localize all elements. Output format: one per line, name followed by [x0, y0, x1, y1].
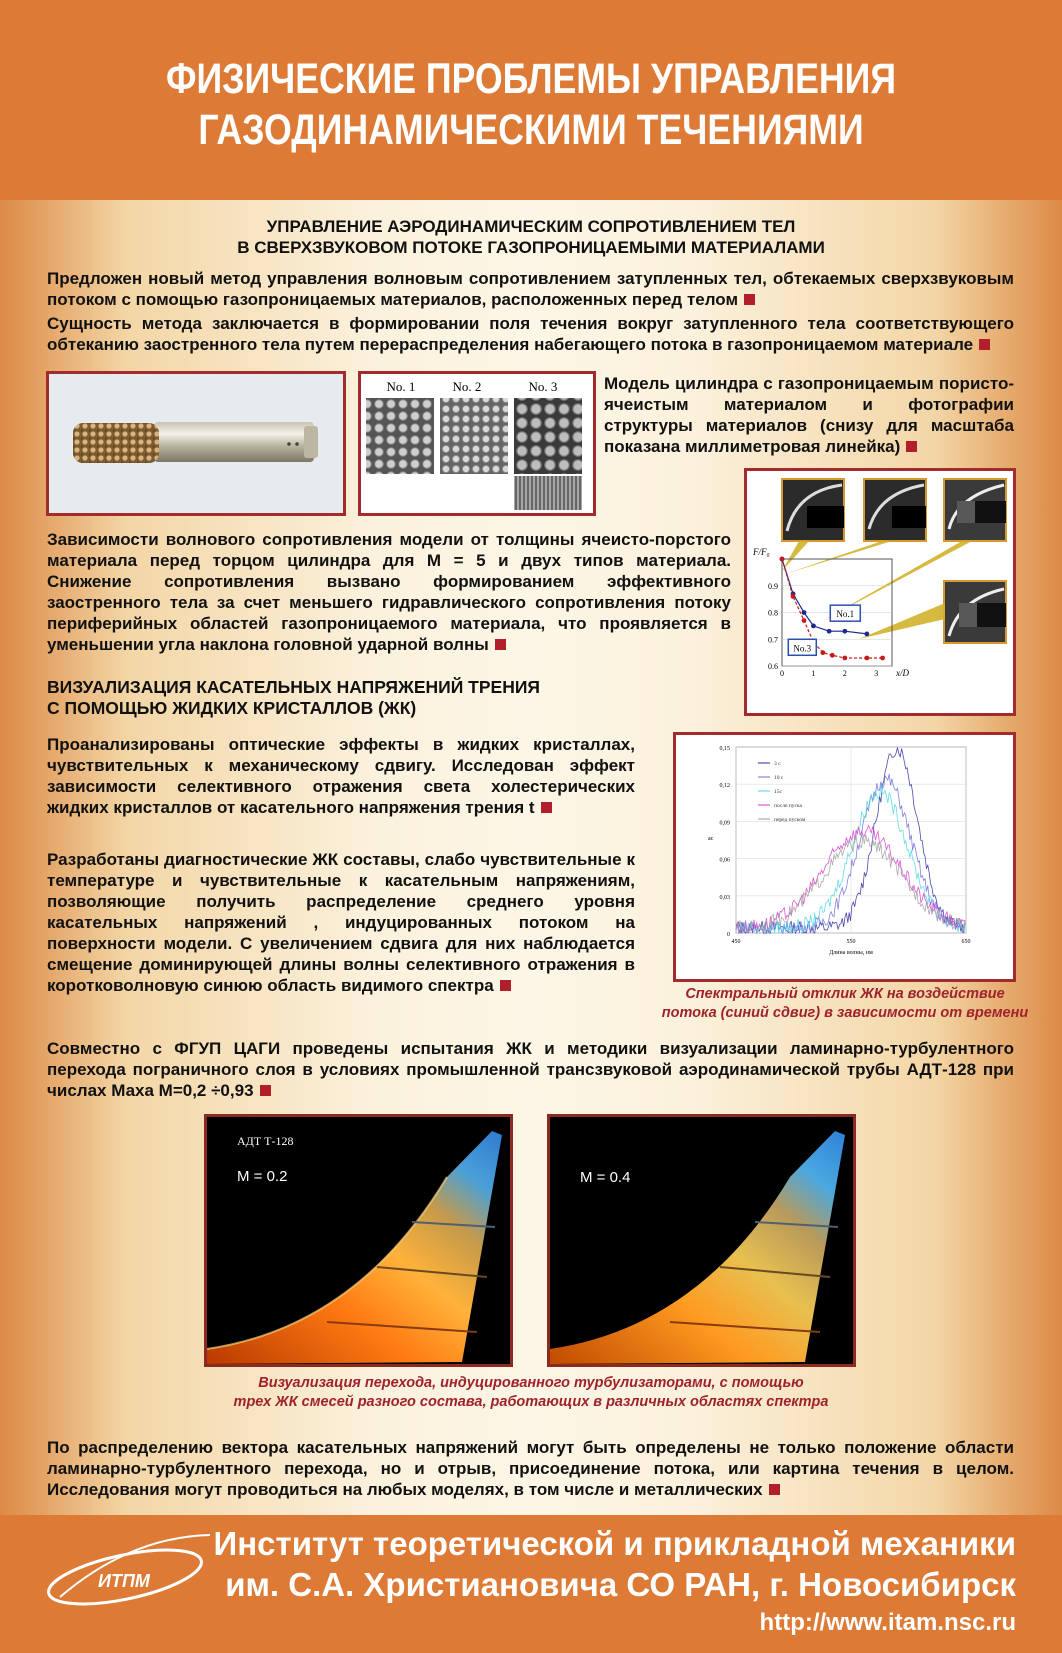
drag-chart-panel	[744, 468, 1016, 716]
drag-series-label-3: No.3	[793, 643, 812, 654]
section1-heading-line2: В СВЕРХЗВУКОВОМ ПОТОКЕ ГАЗОПРОНИЦАЕМЫМИ МАТЕРИАЛАМИ	[237, 238, 825, 257]
spectrum-y-tick-label: 0,12	[719, 783, 730, 790]
spectrum-chart-panel	[673, 732, 1016, 982]
drag-y-axis-label: F/F₀	[753, 547, 770, 557]
drag-x-tick-label: 3	[874, 669, 879, 678]
section1-para1-text: Предложен новый метод управления волновым сопротивлением затупленных тел, обтекаемых сверхзвуковым потоком с помощью газопроницаемых материалов, расположенных перед телом	[47, 269, 1014, 309]
material-samples-illustration	[361, 374, 593, 513]
wing-illustration-1	[207, 1117, 510, 1364]
shock-photo-2	[864, 479, 926, 541]
drag-point	[811, 623, 816, 628]
photo1-label-tunnel: АДТ Т-128	[237, 1134, 294, 1148]
bullet-square-icon	[541, 802, 552, 813]
title-line-1: ФИЗИЧЕСКИЕ ПРОБЛЕМЫ УПРАВЛЕНИЯ	[165, 55, 896, 103]
sample-label-1: No. 1	[386, 379, 416, 394]
wing-illustration-2	[550, 1117, 853, 1364]
institute-name-line2: им. С.А. Христиановича СО РАН, г. Новосибирск	[225, 1566, 1016, 1603]
spectrum-caption-line2: потока (синий сдвиг) в зависимости от времени	[661, 1005, 1029, 1021]
drag-point	[780, 557, 785, 562]
section2-para3-text: Совместно с ФГУП ЦАГИ проведены испытания ЖК и методики визуализации ламинарно-турбулентного перехода пограничного слоя в условиях промышленной трансзвуковой аэродинамической трубы АДТ-128 при числах Маха М=0,2 ÷0,93	[47, 1039, 1014, 1100]
drag-y-tick-label: 0.6	[768, 662, 778, 671]
drag-y-tick-label: 0.8	[768, 608, 778, 618]
logo-text: ИТПМ	[98, 1571, 150, 1591]
spectrum-y-tick-label: 0,15	[719, 746, 730, 752]
spectrum-legend-label: перед пуском	[774, 817, 806, 823]
sample-label-3: No. 3	[528, 379, 558, 394]
drag-point	[827, 629, 832, 634]
spectrum-legend-label: 10 с	[774, 775, 784, 781]
itpm-logo	[40, 1527, 220, 1617]
section2-para2	[47, 849, 635, 996]
institute-url[interactable]: http://www.itam.nsc.ru	[759, 1609, 1016, 1636]
spectrum-legend-label: 15с	[774, 789, 782, 795]
drag-x-tick-label: 1	[811, 669, 816, 678]
wing-photo-m02	[204, 1114, 513, 1367]
photos-caption-line2: трех ЖК смесей разного состава, работающих в различных областях спектра	[233, 1394, 829, 1410]
section1-para1	[47, 268, 1014, 310]
section2-heading-line1: ВИЗУАЛИЗАЦИЯ КАСАТЕЛЬНЫХ НАПРЯЖЕНИЙ ТРЕНИЯ	[47, 677, 540, 697]
bullet-square-icon	[906, 441, 917, 452]
bullet-square-icon	[260, 1085, 271, 1096]
shock-photo-3	[944, 479, 1006, 541]
spectrum-legend-label: 3 с	[774, 761, 781, 767]
drag-point	[830, 653, 835, 658]
drag-point	[842, 629, 847, 634]
shock-photo-4	[944, 581, 1006, 643]
shock-photo-1	[782, 479, 844, 541]
drag-point	[880, 656, 885, 661]
drag-y-tick-label: 0.7	[768, 635, 778, 645]
drag-description-text: Зависимости волнового сопротивления модели от толщины ячеисто-порстого материала перед торцом цилиндра для М = 5 и двух типов материала. Снижение сопротивления вызвано формированием эффективного заостренного тела за счет меньшего гидравлического сопротивления потоку периферийных областей газопроницаемого материала, что проявляется в уменьшении угла наклона головной ударной волны	[47, 530, 731, 654]
sample-photo-2	[440, 398, 508, 474]
section2-para2-text: Разработаны диагностические ЖК составы, слабо чувствительные к температуре и чувствительные к касательным напряжениям, позволяющие получить распределение среднего уровня касательных напряжений , индуцированных потоком на поверхности модели. С увеличением сдвига для них наблюдается смещение доминирующей длины волны селективного отражения в коротковолновую синюю область видимого спектра	[47, 850, 635, 995]
model-caption-text: Модель цилиндра с газопроницаемым пористо-ячеистым материалом и фотографии структуры материалов (снизу для масштаба показана миллиметровая линейка)	[604, 374, 1014, 456]
cylinder-model-photo	[46, 371, 346, 516]
spectrum-y-tick-label: 0	[727, 932, 730, 938]
bullet-square-icon	[979, 339, 990, 350]
millimeter-ruler	[514, 476, 582, 510]
drag-point	[864, 632, 869, 637]
drag-chart	[747, 471, 1013, 713]
sample-label-2: No. 2	[452, 379, 482, 394]
spectrum-x-tick-label: 650	[961, 939, 971, 945]
header-band	[0, 0, 1062, 200]
footer-band	[0, 1515, 1062, 1653]
drag-x-tick-label: 0	[780, 669, 784, 678]
section2-heading	[47, 677, 540, 719]
drag-x-axis-label: x/D	[896, 668, 909, 678]
drag-x-tick-label: 2	[842, 669, 847, 678]
drag-point	[791, 594, 796, 599]
spectrum-caption	[660, 985, 1030, 1023]
drag-point	[802, 610, 807, 615]
drag-point	[864, 656, 869, 661]
drag-point	[842, 656, 847, 661]
section2-para3	[47, 1038, 1014, 1101]
bullet-square-icon	[769, 1484, 780, 1495]
spectrum-chart	[676, 735, 1013, 979]
cylinder-model-illustration	[49, 374, 343, 513]
section1-para2	[47, 313, 1014, 355]
model-caption	[604, 373, 1014, 457]
sample-photo-3	[514, 398, 582, 474]
section1-heading-line1: УПРАВЛЕНИЕ АЭРОДИНАМИЧЕСКИМ СОПРОТИВЛЕНИЕМ ТЕЛ	[266, 217, 796, 236]
section1-heading	[0, 216, 1062, 258]
material-samples-panel	[358, 371, 596, 516]
spectrum-y-tick-label: 0,06	[719, 857, 730, 864]
spectrum-x-tick-label: 450	[731, 939, 741, 945]
title-line-2: ГАЗОДИНАМИЧЕСКИМИ ТЕЧЕНИЯМИ	[198, 106, 864, 154]
spectrum-x-tick-label: 550	[846, 939, 856, 945]
section1-para2-text: Сущность метода заключается в формировании поля течения вокруг затупленного тела соответствующего обтеканию заостренного тела путем перераспределения набегающего потока в газопроницаемом материале	[47, 314, 1014, 354]
spectrum-caption-line1: Спектральный отклик ЖК на воздействие	[685, 986, 1005, 1002]
spectrum-y-axis-label: ac	[708, 836, 714, 842]
institute-name-line1: Институт теоретической и прикладной механики	[213, 1525, 1016, 1562]
drag-y-tick-label: 0.9	[768, 581, 778, 591]
wing-photo-m04	[547, 1114, 856, 1367]
section2-heading-line2: С ПОМОЩЬЮ ЖИДКИХ КРИСТАЛЛОВ (ЖК)	[47, 698, 417, 718]
section2-para1	[47, 734, 635, 818]
spectrum-x-axis-label: Длина волны, нм	[829, 950, 873, 956]
bullet-square-icon	[744, 294, 755, 305]
section2-para4-text: По распределению вектора касательных напряжений могут быть определены не только положение области ламинарно-турбулентного перехода, но и отрыв, присоединение потока, или картина течения в целом. Исследования могут проводиться на любых моделях, в том числе и металлических	[47, 1438, 1014, 1499]
drag-description	[47, 529, 731, 655]
sample-photo-1	[366, 398, 434, 474]
drag-point	[820, 650, 825, 655]
spectrum-legend-label: после пуска	[774, 803, 802, 809]
photo2-label-mach: M = 0.4	[580, 1169, 631, 1186]
section2-para4	[47, 1437, 1014, 1500]
drag-point	[802, 618, 807, 623]
drag-series-label-1: No.1	[836, 609, 855, 620]
photo1-label-mach: M = 0.2	[237, 1168, 288, 1185]
photos-caption-line1: Визуализация перехода, индуцированного турбулизаторами, с помощью	[258, 1375, 804, 1391]
bullet-square-icon	[495, 639, 506, 650]
spectrum-y-tick-label: 0,09	[719, 820, 730, 827]
bullet-square-icon	[500, 980, 511, 991]
section2-para1-text: Проанализированы оптические эффекты в жидких кристаллах, чувствительных к механическому сдвигу. Исследован эффект зависимости селективного отражения света холестерических жидких кристаллов от касательного напряжения трения t	[47, 735, 635, 817]
spectrum-y-tick-label: 0,03	[719, 894, 730, 901]
photos-caption	[0, 1374, 1062, 1412]
